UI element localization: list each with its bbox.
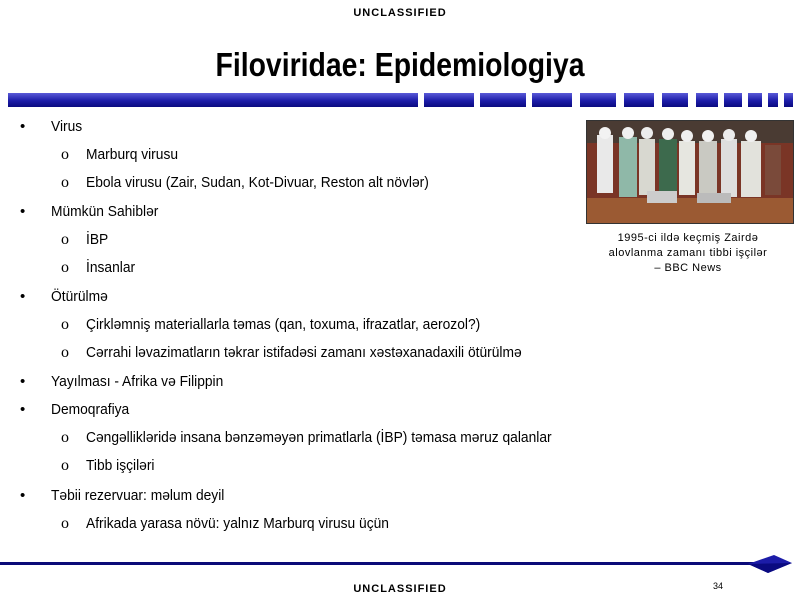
sub-bullet-item: o Marburq virusu: [61, 146, 179, 163]
sub-bullet-item: o İnsanlar: [61, 259, 136, 276]
health-workers-photo: [586, 120, 794, 224]
page-number: 34: [713, 581, 724, 591]
caption-line: 1995-ci ildə keçmiş Zairdə: [617, 232, 759, 244]
bullet-item: • Virus: [20, 118, 83, 135]
caption-line: alovlanma zamanı tibbi işçilər: [608, 247, 768, 259]
footer-divider: [0, 562, 760, 565]
classification-top: UNCLASSIFIED: [353, 7, 447, 19]
photo-caption: [580, 231, 796, 276]
sub-bullet-item: o Cəngəllikləridə insana bənzəməyən primatlarla (İBP) təmasa məruz qalanlar: [61, 429, 552, 446]
caption-line: – BBC News: [654, 262, 722, 274]
bullet-item: • Demoqrafiya: [20, 401, 130, 418]
sub-bullet-item: o İBP: [61, 231, 109, 248]
slide-title: Filoviridae: Epidemiologiya: [215, 46, 585, 83]
bullet-item: • Təbii rezervuar: məlum deyil: [20, 487, 225, 504]
bullet-item: • Mümkün Sahiblər: [20, 203, 159, 220]
sub-bullet-item: o Ebola virusu (Zair, Sudan, Kot-Divuar, Reston alt növlər): [61, 174, 429, 191]
sub-bullet-item: o Cərrahi ləvazimatların təkrar istifadəsi zamanı xəstəxanadaxili ötürülmə: [61, 344, 522, 361]
classification-bottom: UNCLASSIFIED: [353, 583, 447, 595]
arrow-icon: [748, 553, 792, 575]
sub-bullet-item: o Çirkləmniş materiallarla təmas (qan, toxuma, ifrazatlar, aerozol?): [61, 316, 481, 333]
title-underline-bar: [8, 93, 793, 107]
sub-bullet-item: o Afrikada yarasa növü: yalnız Marburq virusu üçün: [61, 515, 389, 532]
bullet-item: • Ötürülmə: [20, 288, 108, 305]
bullet-item: • Yayılması - Afrika və Filippin: [20, 373, 224, 390]
sub-bullet-item: o Tibb işçiləri: [61, 457, 155, 474]
